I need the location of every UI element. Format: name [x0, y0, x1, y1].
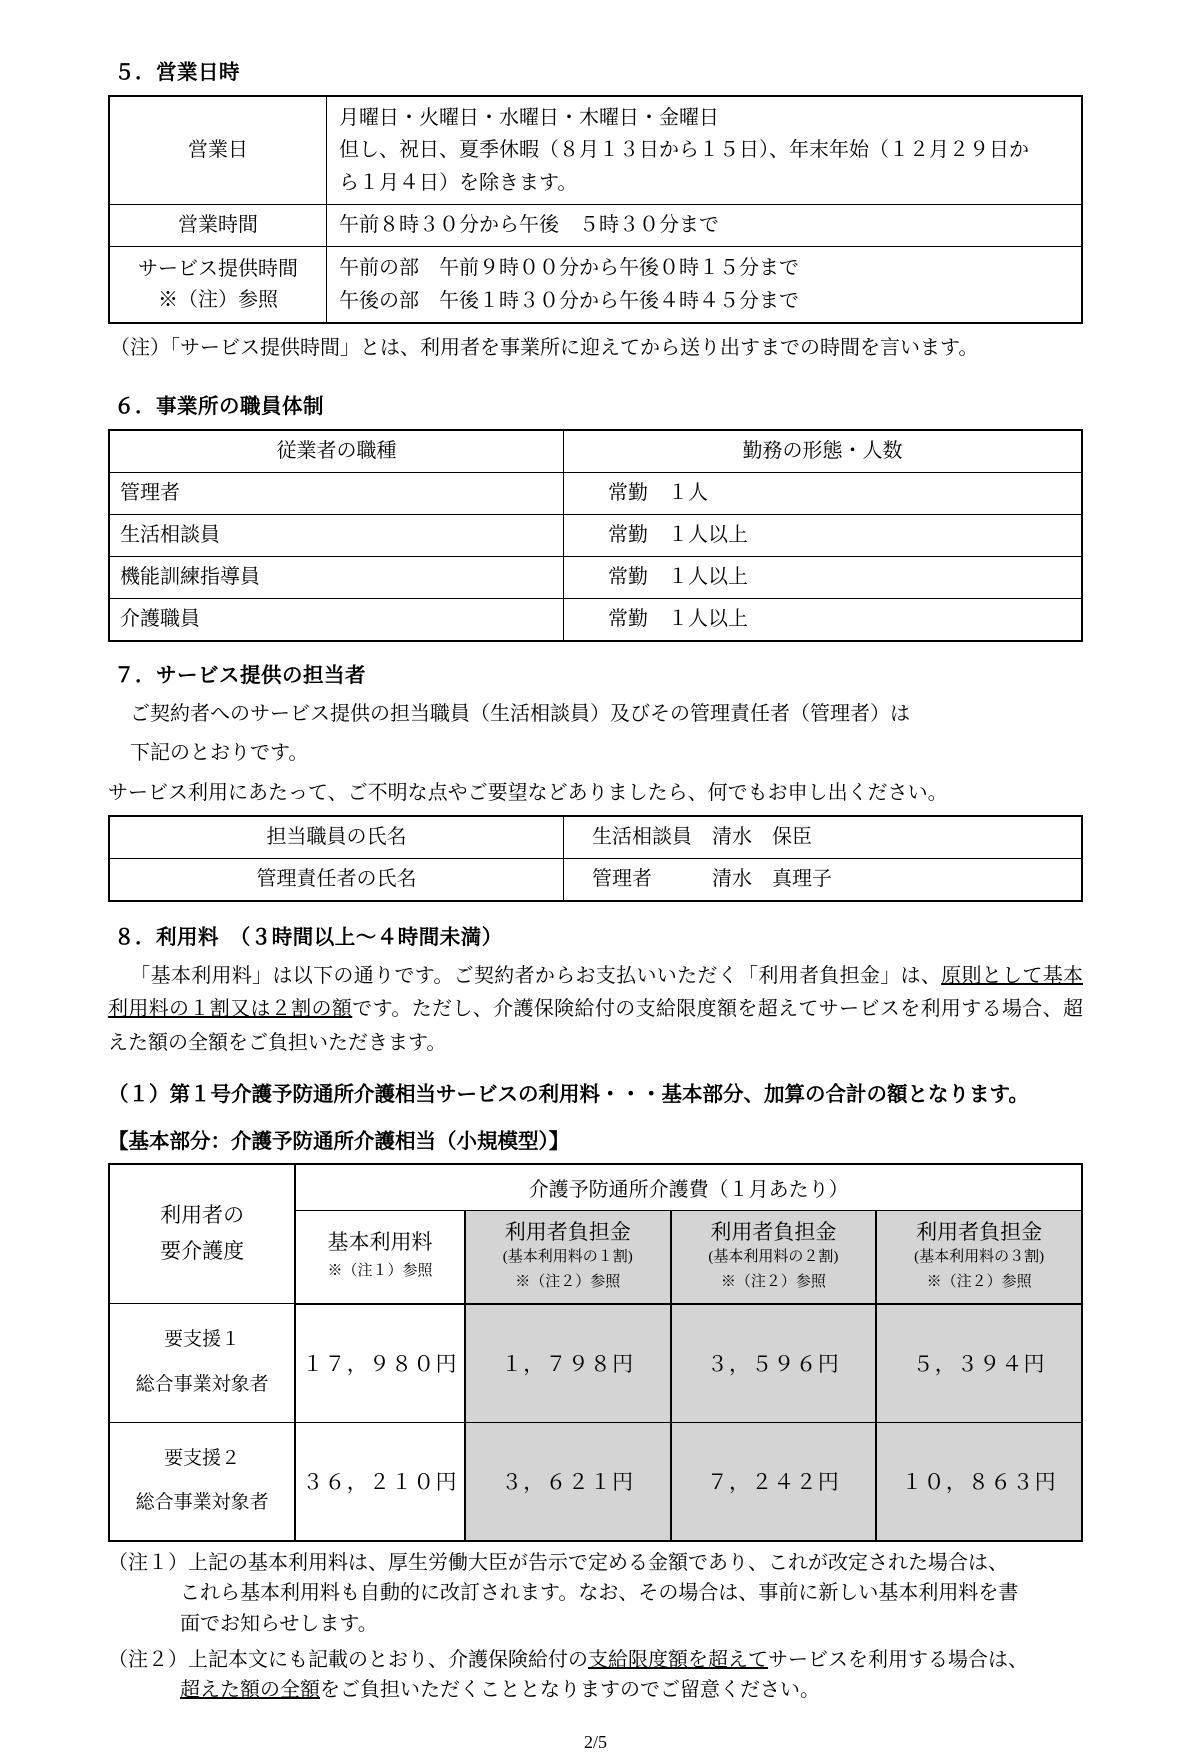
- copay-30-header-line-2: (基本利用料の３割): [914, 1249, 1045, 1266]
- copay-20-cell: ３，５９６円: [671, 1304, 877, 1422]
- table-row: [109, 514, 1082, 556]
- user-care-level-header: [109, 1164, 295, 1304]
- footnote-1-line-2: これら基本利用料も自動的に改訂されます。なお、その場合は、事前に新しい基本利用料を書: [180, 1582, 1019, 1605]
- user-care-level-line-1: 利用者の: [160, 1203, 245, 1228]
- business-days-line-1: 月曜日・火曜日・水曜日・木曜日・金曜日: [339, 107, 719, 129]
- section-8-subheading-1: （１）第１号介護予防通所介護相当サービスの利用料・・・基本部分、加算の合計の額となります。: [108, 1081, 1029, 1106]
- copay-20-header-line-3: ※（注２）参照: [720, 1273, 826, 1290]
- table-row: [109, 556, 1082, 598]
- copay-30-cell: ５，３９４円: [876, 1304, 1082, 1422]
- staff-type-cell: 生活相談員: [109, 514, 564, 556]
- work-form-header: 勤務の形態・人数: [564, 430, 1083, 473]
- fee-table: [108, 1163, 1083, 1542]
- section-5-note: （注）「サービス提供時間」とは、利用者を事業所に迎えてから送り出すまでの時間を言います。: [110, 336, 979, 359]
- paragraph-part-3: する場合、超えた額の全額をご負担いただきます。: [108, 998, 1084, 1054]
- fee-table-row: [109, 1422, 1082, 1541]
- staff-type-cell: 管理者: [109, 472, 564, 514]
- copay-20-header-line-2: (基本利用料の２割): [708, 1249, 839, 1266]
- service-staff-table: [108, 815, 1083, 902]
- business-hours-table: [108, 95, 1083, 324]
- section-7-body-line-3: サービス利用にあたって、ご不明な点やご要望などありましたら、何でもお申し出ください。: [108, 781, 948, 804]
- work-form-cell: 常勤 １人以上: [564, 598, 1083, 641]
- base-fee-header-line-2: ※（注１）参照: [327, 1263, 433, 1280]
- copay-20-cell: ７，２４２円: [671, 1422, 877, 1541]
- care-level-line-1: 要支援２: [164, 1447, 241, 1469]
- paragraph-underline-2: て基本利用料の１割又は２割の額: [108, 965, 1084, 1021]
- section-8-heading: ８．利用料 （３時間以上～４時間未満）: [114, 925, 503, 950]
- business-hours-value: 午前８時３０分から午後 ５時３０分まで: [327, 205, 1083, 247]
- copay-30-cell: １０，８６３円: [876, 1422, 1082, 1541]
- care-level-line-2: 総合事業対象者: [135, 1492, 269, 1514]
- fee-group-header: 介護予防通所介護費（１月あたり）: [295, 1164, 1082, 1211]
- care-level-line-2: 総合事業対象者: [135, 1373, 269, 1395]
- footnote-2-part-c: をご負担いただくこととなりますのでご留意ください。: [320, 1679, 820, 1702]
- paragraph-part-2: です。ただし、介護保険給付の支給限度額を超えてサービスを利用: [352, 998, 962, 1021]
- footnote-1-line-1: （注１）上記の基本利用料は、厚生労働大臣が告示で定める金額であり、これが改定された場合は、: [108, 1551, 1008, 1574]
- fee-table-top-header-row: [109, 1164, 1082, 1211]
- section-7-body-line-2: 下記のとおりです。: [130, 742, 309, 765]
- base-fee-header-line-1: 基本利用料: [327, 1229, 433, 1254]
- section-6-heading: ６．事業所の職員体制: [114, 393, 324, 418]
- work-form-cell: 常勤 １人以上: [564, 514, 1083, 556]
- copay-10-cell: １，７９８円: [465, 1304, 671, 1422]
- business-days-value: [327, 96, 1083, 205]
- paragraph-part-1: 「基本利用料」は以下の通りです。ご契約者からお支払いいただく「利用者負担金」は、: [130, 965, 942, 988]
- base-fee-cell: １７，９８０円: [295, 1304, 465, 1422]
- section-7-heading: ７．サービス提供の担当者: [114, 662, 366, 687]
- business-days-line-2: 但し、祝日、夏季休暇（８月１３日から１５日）、年末年始（１２月２９日か: [339, 139, 1029, 162]
- staff-type-cell: 機能訓練指導員: [109, 556, 564, 598]
- staff-name-label: 担当職員の氏名: [109, 816, 564, 859]
- base-fee-cell: ３６，２１０円: [295, 1422, 465, 1541]
- staff-type-cell: 介護職員: [109, 598, 564, 641]
- service-hours-afternoon: 午後の部 午後１時３０分から午後４時４５分まで: [339, 289, 799, 312]
- copay-10-header-line-1: 利用者負担金: [504, 1219, 631, 1244]
- care-level-line-1: 要支援１: [164, 1329, 241, 1351]
- table-row: [109, 472, 1082, 514]
- footnote-2: [108, 1645, 1083, 1706]
- table-row: [109, 859, 1082, 902]
- service-hours-label-line-2: ※（注）参照: [158, 288, 278, 311]
- footnote-2-part-a: （注２）上記本文にも記載のとおり、介護保険給付の: [108, 1649, 588, 1672]
- copay-20-header-line-1: 利用者負担金: [710, 1219, 837, 1244]
- base-fee-header: [295, 1210, 465, 1304]
- table-row: [109, 247, 1082, 323]
- footnote-1-line-3: 面でお知らせします。: [180, 1612, 378, 1635]
- staff-type-header: 従業者の職種: [109, 430, 564, 473]
- copay-30-header: [876, 1210, 1082, 1304]
- staff-structure-table: [108, 429, 1083, 642]
- work-form-cell: 常勤 １人以上: [564, 556, 1083, 598]
- copay-10-cell: ３，６２１円: [465, 1422, 671, 1541]
- service-hours-value: [327, 247, 1083, 323]
- work-form-cell: 常勤 １人: [564, 472, 1083, 514]
- business-days-line-3: ら１月４日）を除きます。: [339, 171, 578, 194]
- table-row: [109, 205, 1082, 247]
- table-row: [109, 96, 1082, 205]
- paragraph-underline-1: 原則とし: [941, 965, 1023, 988]
- footnote-2-part-b: サービスを利用する場合は、: [768, 1649, 1028, 1672]
- footnote-1: [108, 1548, 1083, 1639]
- care-level-cell: [109, 1422, 295, 1541]
- section-8-paragraph: [108, 960, 1083, 1060]
- copay-30-header-line-1: 利用者負担金: [916, 1219, 1043, 1244]
- copay-10-header-line-2: (基本利用料の１割): [502, 1249, 633, 1266]
- service-hours-label: [109, 247, 327, 323]
- copay-20-header: [671, 1210, 877, 1304]
- copay-30-header-line-3: ※（注２）参照: [926, 1273, 1032, 1290]
- section-7-body-line-1: ご契約者へのサービス提供の担当職員（生活相談員）及びその管理責任者（管理者）は: [130, 702, 910, 725]
- business-hours-label: 営業時間: [109, 205, 327, 247]
- table-row: [109, 598, 1082, 641]
- service-hours-label-line-1: サービス提供時間: [138, 257, 298, 280]
- business-days-label: 営業日: [109, 96, 327, 205]
- table-row: [109, 816, 1082, 859]
- copay-10-header-line-3: ※（注２）参照: [515, 1273, 621, 1290]
- copay-10-header: [465, 1210, 671, 1304]
- manager-name-label: 管理責任者の氏名: [109, 859, 564, 902]
- section-8-subheading-2: 【基本部分：介護予防通所介護相当（小規模型）】: [108, 1128, 570, 1153]
- footnote-2-underline-a: 支給限度額を超えて: [588, 1649, 768, 1672]
- user-care-level-line-2: 要介護度: [160, 1238, 245, 1263]
- footnote-2-line-2: [108, 1675, 1083, 1705]
- section-5-heading: ５．営業日時: [114, 60, 240, 84]
- table-header-row: [109, 430, 1082, 473]
- manager-name-value: 管理者 清水 真理子: [564, 859, 1083, 902]
- care-level-cell: [109, 1304, 295, 1422]
- fee-table-row: [109, 1304, 1082, 1422]
- footnote-2-line-1: [108, 1645, 1083, 1675]
- service-hours-morning: 午前の部 午前９時００分から午後０時１５分まで: [339, 257, 799, 280]
- staff-name-value: 生活相談員 清水 保臣: [564, 816, 1083, 859]
- page-number: 2/5: [583, 1731, 607, 1752]
- footnote-2-underline-b: 超えた額の全額: [180, 1679, 320, 1702]
